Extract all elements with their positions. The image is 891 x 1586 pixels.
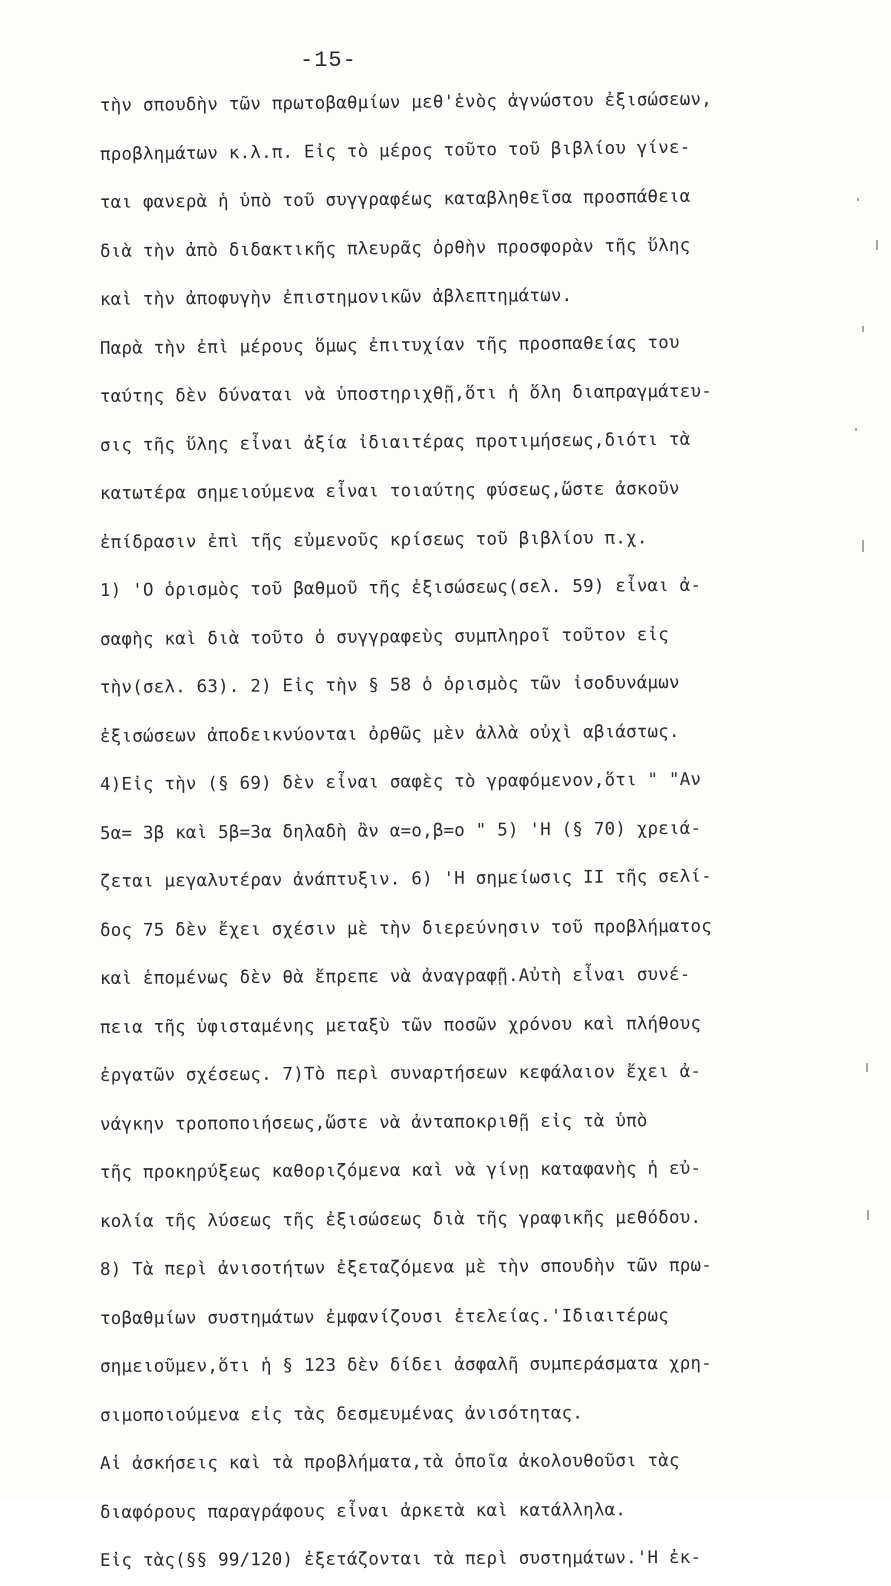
- text-line: σιμοποιούμενα εἰς τὰς δεσμευμένας ἀνισότητας.: [99, 1402, 584, 1426]
- text-line: προβλημάτων κ.λ.π. Εἰς τὸ μέρος τοῦτο τοῦ βιβλίου γίνε-: [99, 137, 691, 165]
- text-line: σαφὴς καὶ διὰ τοῦτο ὁ συγγραφεὺς συμπληροῖ τοῦτον εἰς: [99, 624, 670, 650]
- text-line: Αἱ ἀσκήσεις καὶ τὰ προβλήματα,τὰ ὁποῖα ἀκολουθοῦσι τὰς: [99, 1450, 680, 1474]
- margin-speck: [855, 428, 857, 431]
- text-line: νάγκην τροποποιήσεως,ὥστε νὰ ἀνταποκριθῇ εἰς τὰ ὑπὸ: [99, 1110, 648, 1135]
- typewritten-body: [100, 82, 870, 1586]
- text-line: κολία τῆς λύσεως τῆς ἐξισώσεως διὰ τῆς γραφικῆς μεθόδου.: [99, 1207, 702, 1232]
- text-line: καὶ ἑπομένως δὲν θὰ ἔπρεπε νὰ ἀναγραφῇ.Αὐτὴ εἶναι συνέ-: [99, 964, 691, 989]
- text-line: τῆς προκηρύξεως καθοριζόμενα καὶ νὰ γίνῃ καταφανὴς ἡ εὐ-: [99, 1158, 702, 1183]
- text-line: τὴν(σελ. 63). 2) Εἰς τὴν § 58 ὁ ὁρισμὸς τῶν ἰσοδυνάμων: [99, 672, 680, 698]
- text-line: Παρὰ τὴν ἐπὶ μέρους ὅμως ἐπιτυχίαν τῆς προσπαθείας του: [99, 332, 680, 359]
- text-line: πεια τῆς ὑφισταμένης μεταξὺ τῶν ποσῶν χρόνου καὶ πλήθους: [99, 1013, 702, 1038]
- page-number: -15-: [300, 48, 357, 73]
- text-line: τὴν σπουδὴν τῶν πρωτοβαθμίων μεθ'ἑνὸς ἀγνώστου ἐξισώσεων,: [99, 89, 713, 116]
- text-line: ταύτης δὲν δύναται νὰ ὑποστηριχθῇ,ὅτι ἡ ὅλη διαπραγμάτευ-: [99, 381, 713, 407]
- margin-speck: [862, 326, 864, 332]
- margin-speck: [862, 540, 864, 552]
- margin-speck: [867, 1210, 869, 1220]
- text-line: 8) Τὰ περὶ ἀνισοτήτων ἐξεταζόμενα μὲ τὴν σπουδὴν τῶν πρω-: [99, 1255, 713, 1280]
- text-line: διὰ τὴν ἀπὸ διδακτικῆς πλευρᾶς ὀρθὴν προσφορὰν τῆς ὕλης: [99, 235, 691, 262]
- text-line: δος 75 δὲν ἔχει σχέσιν μὲ τὴν διερεύνησιν τοῦ προβλήματος: [99, 916, 713, 941]
- text-line: τοβαθμίων συστημάτων ἐμφανίζουσι ἐτελείας.'Ιδιαιτέρως: [99, 1305, 670, 1329]
- text-line: ζεται μεγαλυτέραν ἀνάπτυξιν. 6) 'Η σημείωσις ΙΙ τῆς σελί-: [99, 866, 713, 892]
- text-line: κατωτέρα σημειούμενα εἶναι τοιαύτης φύσεως,ὥστε ἀσκοῦν: [99, 478, 680, 504]
- text-line: σις τῆς ὕλης εἶναι ἀξία ἰδιαιτέρας προτιμήσεως,διότι τὰ: [99, 429, 691, 456]
- text-line: 4)Εἰς τὴν (§ 69) δὲν εἶναι σαφὲς τὸ γραφόμενον,ὅτι " "Αν: [99, 769, 702, 795]
- text-line: 5α= 3β καὶ 5β=3α δηλαδὴ ἂν α=ο,β=ο " 5) 'Η (§ 70) χρειά-: [99, 818, 702, 844]
- text-line: διαφόρους παραγράφους εἶναι ἀρκετὰ καὶ κατάλληλα.: [99, 1499, 627, 1523]
- margin-speck: [876, 240, 878, 250]
- text-line: σημειοῦμεν,ὅτι ἡ § 123 δὲν δίδει ἀσφαλῆ συμπεράσματα χρη-: [99, 1353, 712, 1377]
- text-line: ἐξισώσεων ἀποδεικνύονται ὀρθῶς μὲν ἀλλὰ οὐχὶ αβιάστως.: [99, 721, 680, 747]
- text-line: καὶ τὴν ἀποφυγὴν ἐπιστημονικῶν ἀβλεπτημάτων.: [99, 285, 573, 310]
- margin-speck: [857, 198, 859, 201]
- text-line: Εἰς τὰς(§§ 99/120) ἐξετάζονται τὰ περὶ συστημάτων.'Η ἐκ-: [99, 1547, 702, 1571]
- text-line: ἐπίδρασιν ἐπὶ τῆς εὐμενοῦς κρίσεως τοῦ βιβλίου π.χ.: [99, 527, 648, 553]
- text-line: ται φανερὰ ἡ ὑπὸ τοῦ συγγραφέως καταβληθεῖσα προσπάθεια: [99, 186, 691, 213]
- text-line: ἐργατῶν σχέσεως. 7)Τὸ περὶ συναρτήσεων κεφάλαιον ἔχει ἀ-: [99, 1061, 702, 1086]
- margin-speck: [866, 1063, 868, 1072]
- text-line: 1) 'Ο ὁρισμὸς τοῦ βαθμοῦ τῆς ἐξισώσεως(σελ. 59) εἶναι ἀ-: [99, 575, 702, 601]
